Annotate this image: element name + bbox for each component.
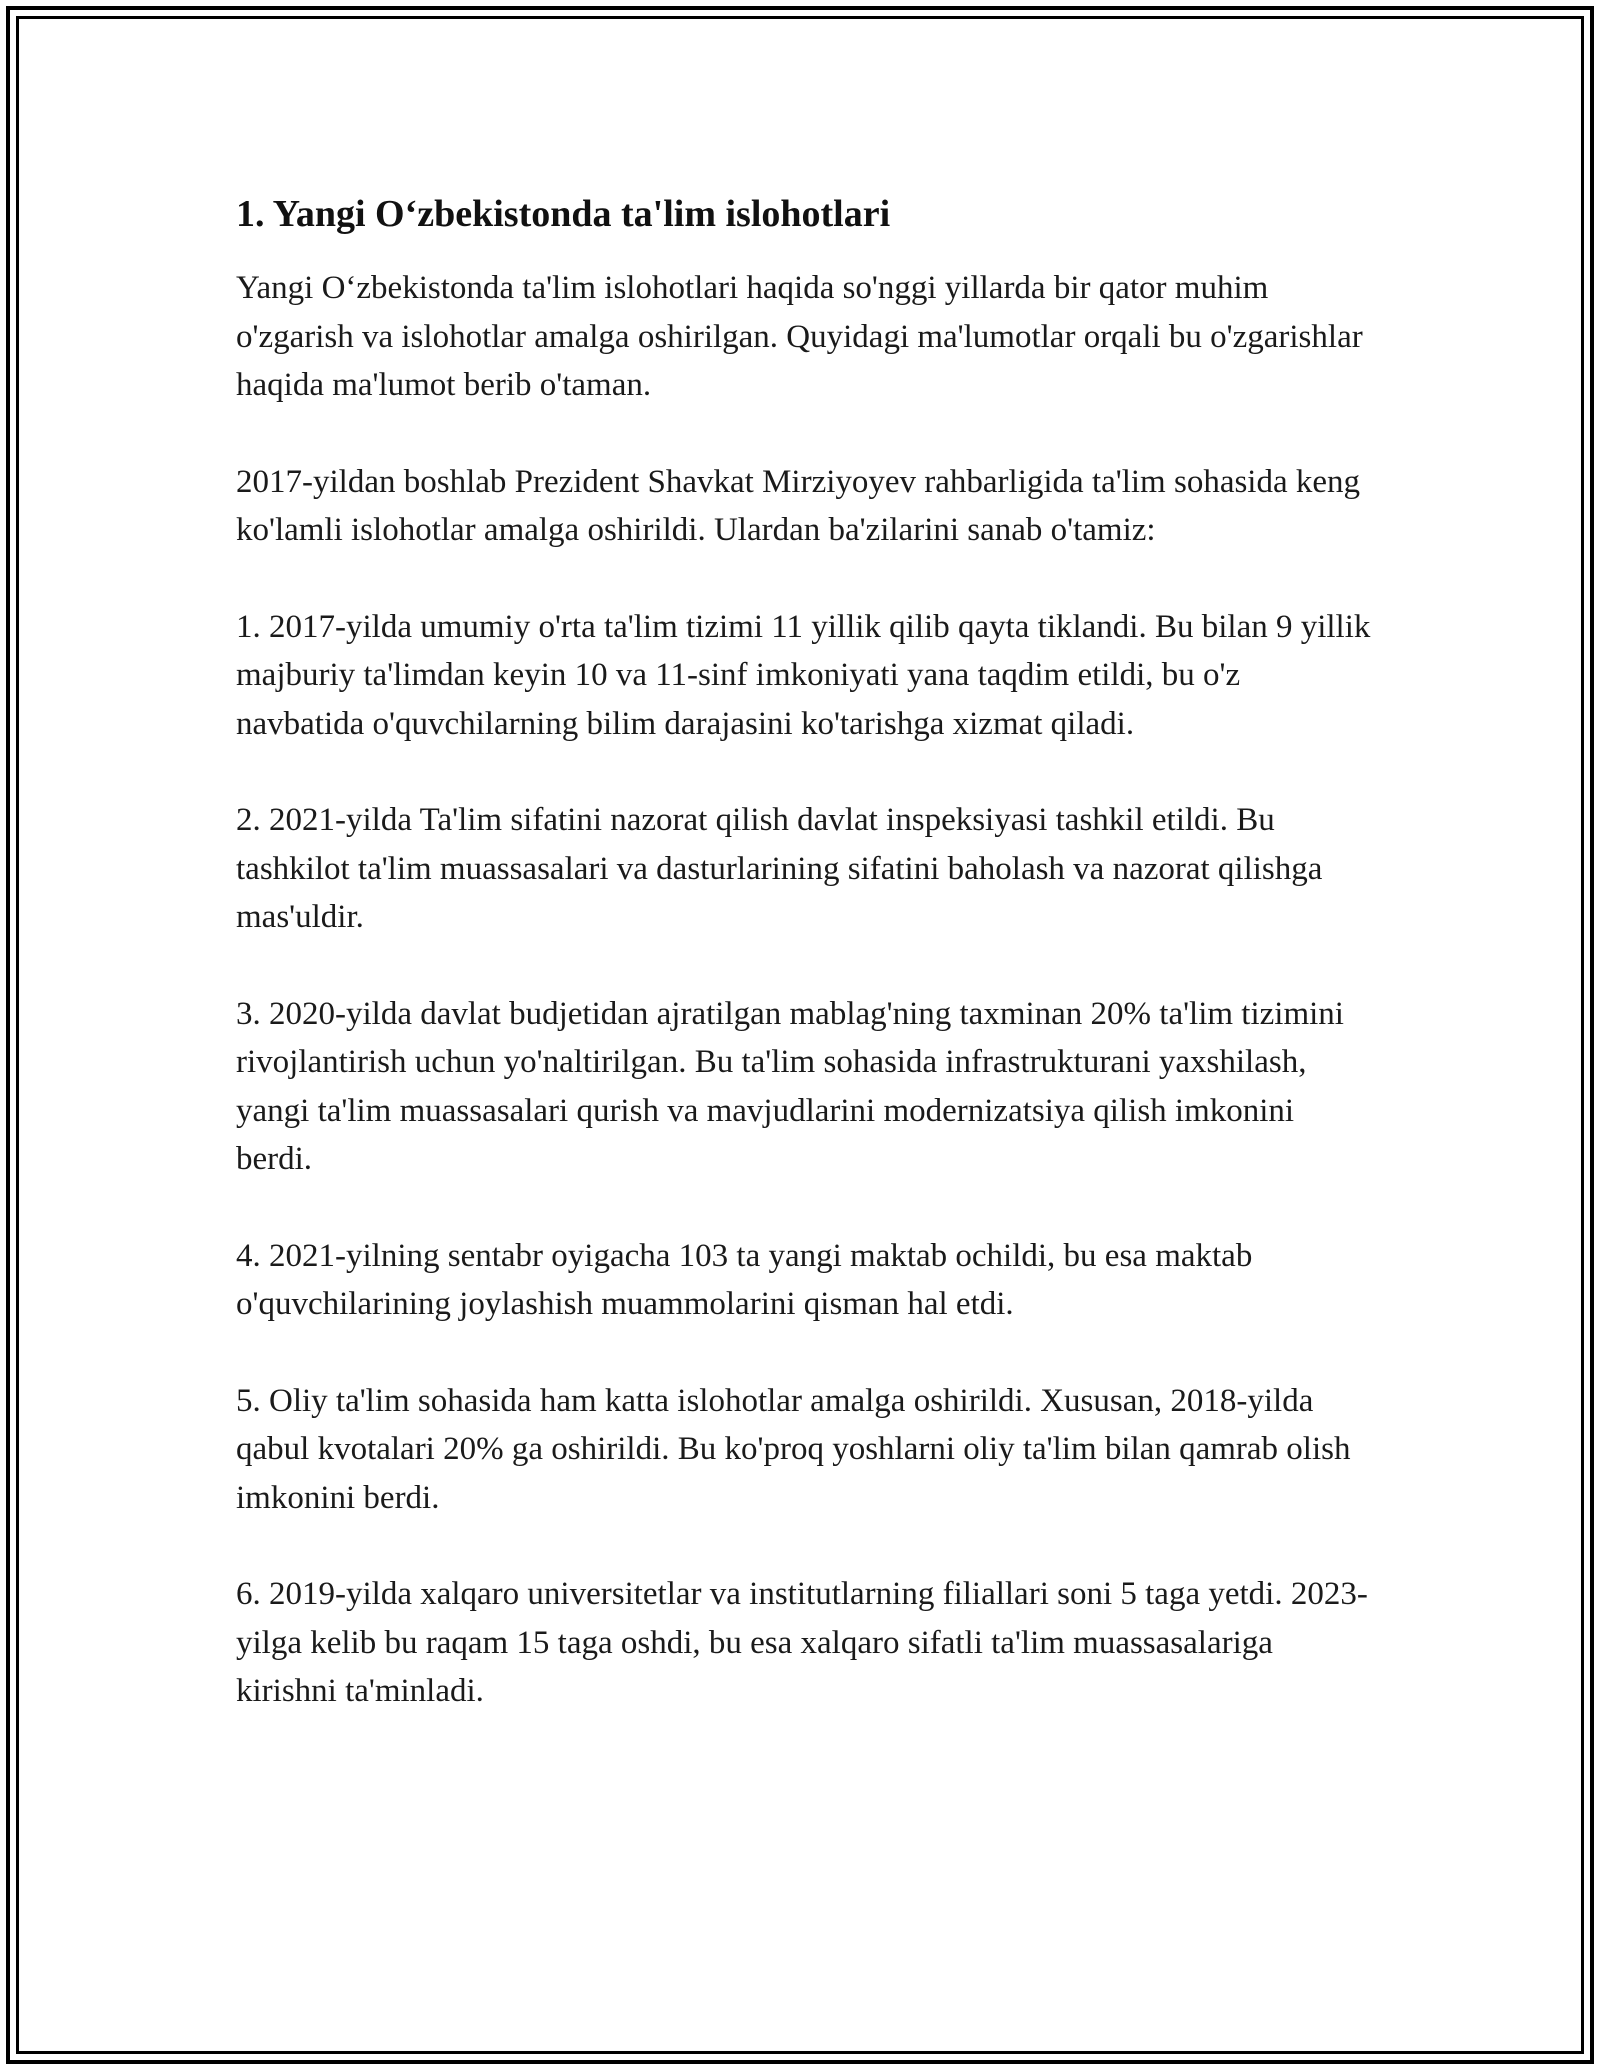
reform-item-1: 1. 2017-yilda umumiy o'rta ta'lim tizimi 11 yillik qilib qayta tiklandi. Bu bilan 9 yillik majburiy ta'limdan keyin 10 va 11-sinf imkoniyati yana taqdim etildi, bu o'z navbatida o'quvchilarning bilim darajasini ko'tarishga xizmat qiladi. bbox=[236, 608, 1371, 742]
document-body bbox=[236, 186, 1376, 1764]
reforms-intro-paragraph: 2017-yildan boshlab Prezident Shavkat Mirziyoyev rahbarligida ta'lim sohasida keng ko'lamli islohotlar amalga oshirildi. Ulardan ba'zilarini sanab o'tamiz: bbox=[236, 463, 1361, 548]
reform-item-2: 2. 2021-yilda Ta'lim sifatini nazorat qilish davlat inspeksiyasi tashkil etildi. Bu tashkilot ta'lim muassasalari va dasturlarining sifatini baholash va nazorat qilishga mas'uldir. bbox=[236, 802, 1323, 935]
reform-item-6: 6. 2019-yilda xalqaro universitetlar va institutlarning filiallari soni 5 taga yetdi. 2023-yilga kelib bu raqam 15 taga oshdi, bu esa xalqaro sifatli ta'lim muassasalariga kirishni ta'minladi. bbox=[236, 1576, 1368, 1709]
reform-item-4: 4. 2021-yilning sentabr oyigacha 103 ta yangi maktab ochildi, bu esa maktab o'quvchilarining joylashish muammolarini qisman hal etdi. bbox=[236, 1237, 1253, 1322]
reform-item-3: 3. 2020-yilda davlat budjetidan ajratilgan mablag'ning taxminan 20% ta'lim tizimini rivojlantirish uchun yo'naltirilgan. Bu ta'lim sohasida infrastrukturani yaxshilash, yangi ta'lim muassasalari qurish va mavjudlarini modernizatsiya qilish imkonini berdi. bbox=[236, 995, 1344, 1177]
intro-paragraph: Yangi O‘zbekistonda ta'lim islohotlari haqida so'nggi yillarda bir qator muhim o'zgarish va islohotlar amalga oshirilgan. Quyidagi ma'lumotlar orqali bu o'zgarishlar haqida ma'lumot berib o'taman. bbox=[236, 270, 1363, 403]
document-title: 1. Yangi O‘zbekistonda ta'lim islohotlari bbox=[236, 193, 891, 235]
reform-item-5: 5. Oliy ta'lim sohasida ham katta islohotlar amalga oshirildi. Xususan, 2018-yilda qabul kvotalari 20% ga oshirildi. Bu ko'proq yoshlarni oliy ta'lim bilan qamrab olish imkonini berdi. bbox=[236, 1382, 1351, 1516]
